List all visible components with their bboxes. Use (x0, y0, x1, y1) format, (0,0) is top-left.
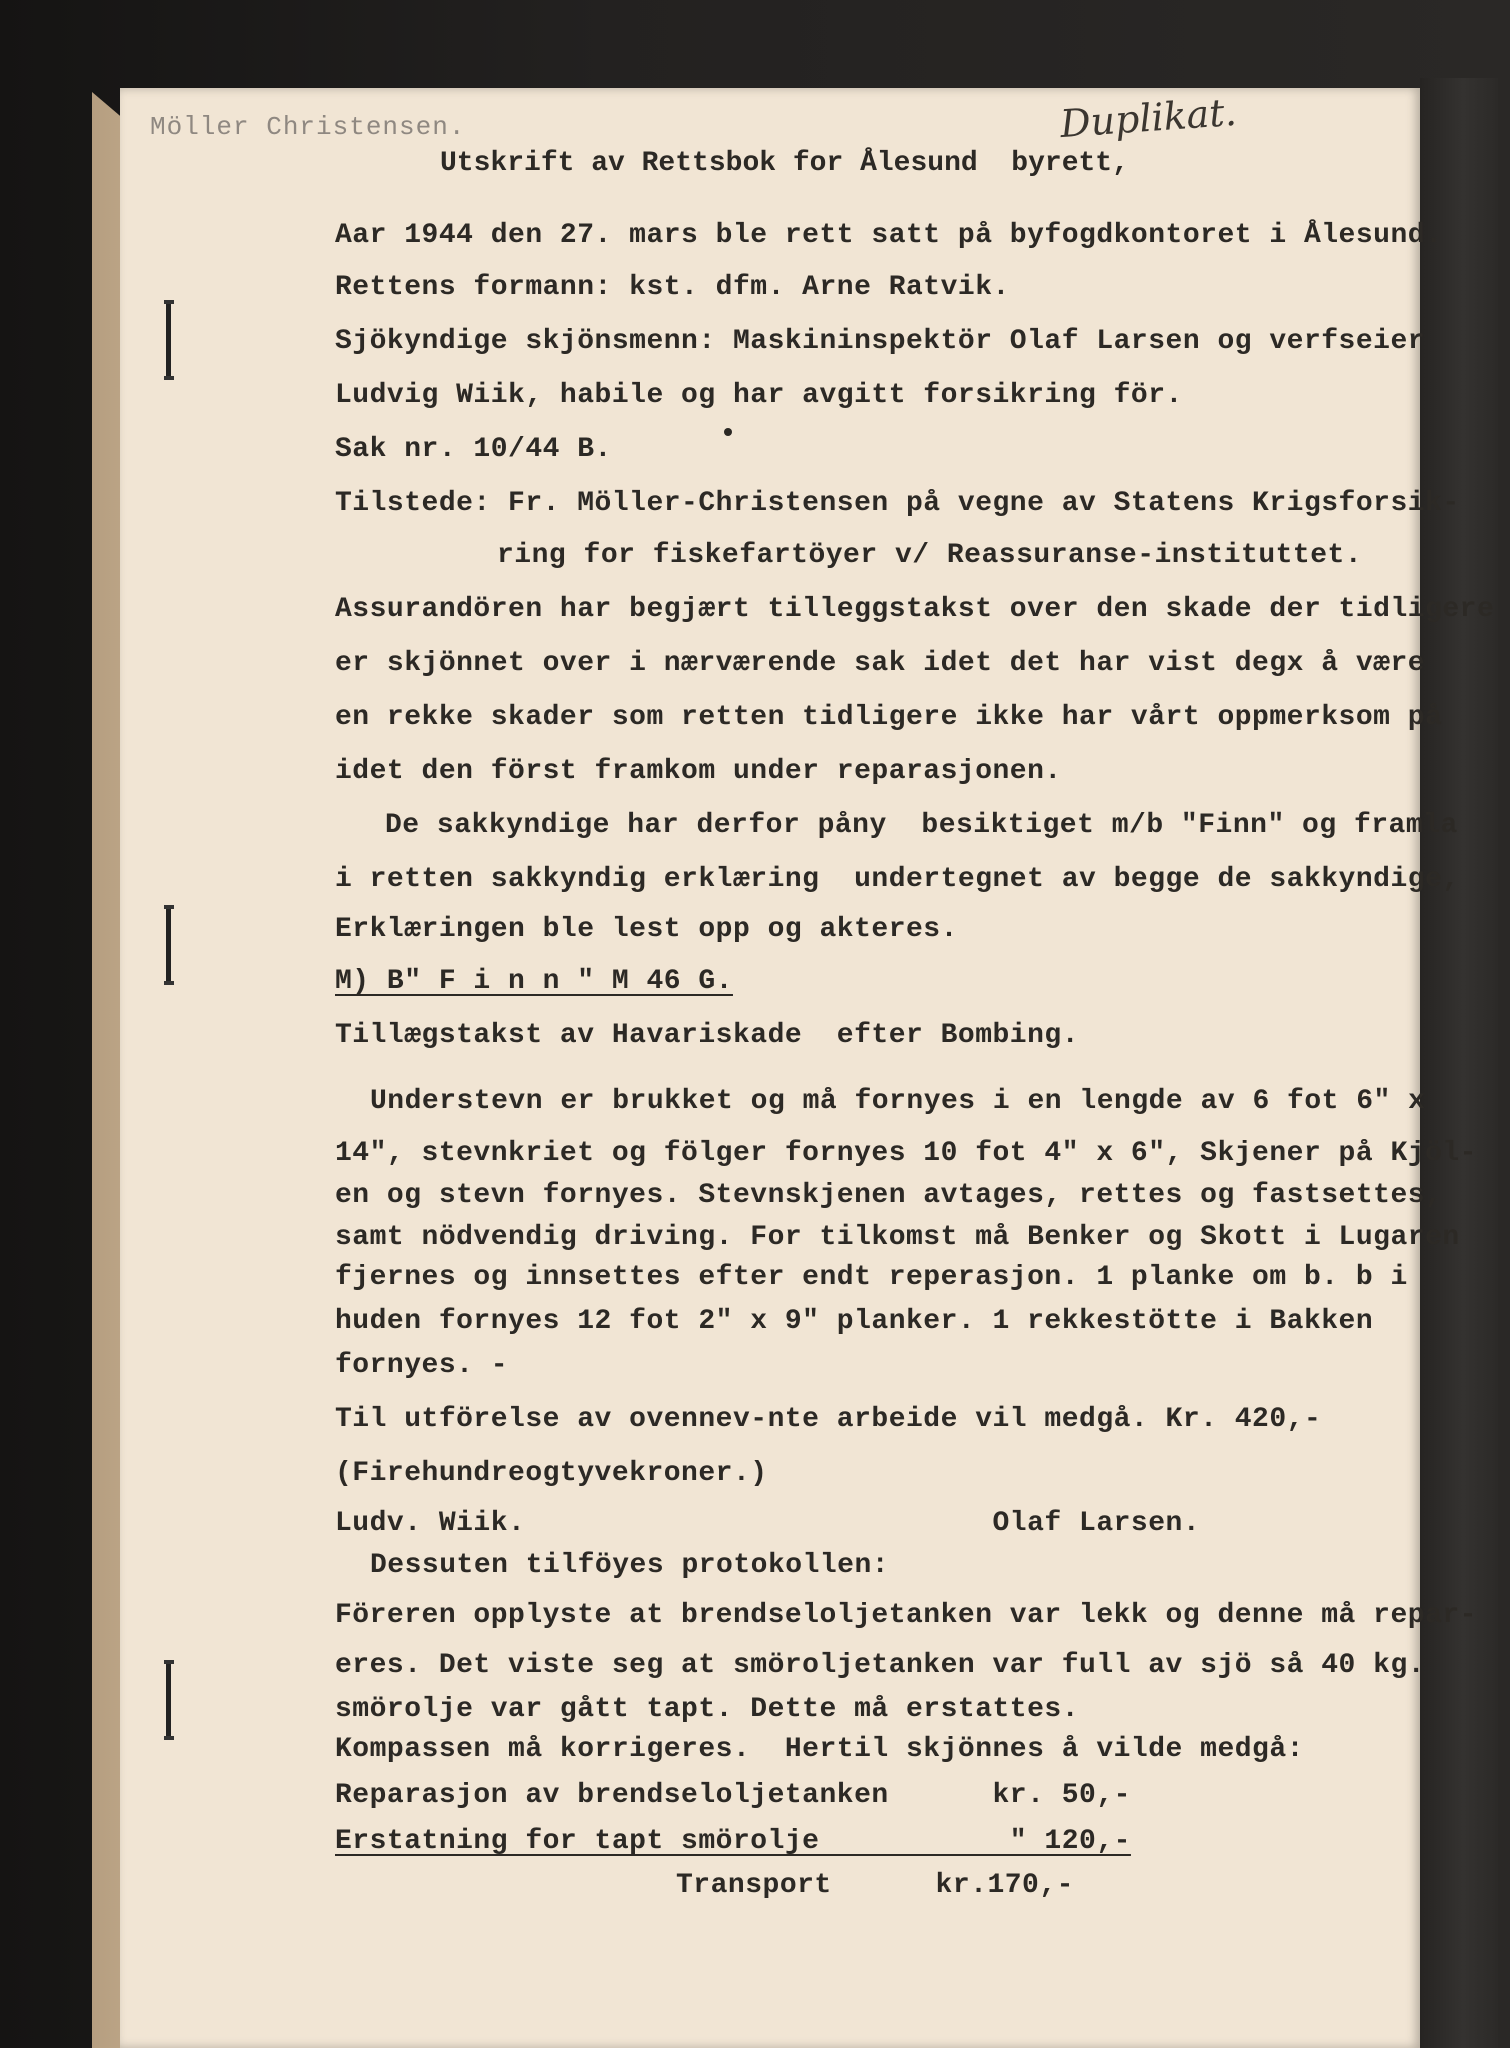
text-line: Sjökyndige skjönsmenn: Maskininspektör Olaf Larsen og verfseier (335, 326, 1426, 357)
text-line: Assurandören har begjært tilleggstakst over den skade der tidligere (335, 594, 1495, 625)
text-line: Rettens formann: kst. dfm. Arne Ratvik. (335, 272, 1010, 303)
text-line: (Firehundreogtyvekroner.) (335, 1458, 768, 1489)
text-line: Erklæringen ble lest opp og akteres. (335, 914, 958, 945)
cost-line: Reparasjon av brendseloljetanken kr. 50,- (335, 1780, 1131, 1811)
text-line: Föreren opplyste at brendseloljetanken var lekk og denne må repar- (335, 1600, 1477, 1631)
text-line: Dessuten tilföyes protokollen: (370, 1550, 890, 1581)
header-name: Möller Christensen. (150, 112, 466, 142)
text-line: idet den först framkom under reparasjonen. (335, 756, 1062, 787)
text-line: Understevn er brukket og må fornyes i en lengde av 6 fot 6" x (370, 1086, 1426, 1117)
text-line: fjernes og innsettes efter endt reperasjon. 1 planke om b. b i (335, 1262, 1408, 1293)
cost-line: Erstatning for tapt smörolje " 120,- (335, 1826, 1131, 1857)
text-line: fornyes. - (335, 1350, 509, 1381)
transport-total: Transport kr.170,- (676, 1870, 1074, 1901)
text-line: eres. Det viste seg at smöroljetanken var full av sjö så 40 kg. (335, 1650, 1426, 1681)
text-line: Ludvig Wiik, habile og har avgitt forsikring för. (335, 380, 1183, 411)
handwritten-note: Duplikat. (1058, 89, 1238, 147)
text-line: De sakkyndige har derfor påny besiktiget m/b "Finn" og framla (385, 810, 1458, 841)
text-line: Tillægstakst av Havariskade efter Bombing. (335, 1020, 1080, 1051)
text-line: Tilstede: Fr. Möller-Christensen på vegne av Statens Krigsforsik- (335, 488, 1460, 519)
text-line: Kompassen må korrigeres. Hertil skjönnes å vilde medgå: (335, 1734, 1304, 1765)
document-title: Utskrift av Rettsbok for Ålesund byrett, (440, 148, 1129, 179)
vessel-heading: M) B" F i n n " M 46 G. (335, 966, 733, 997)
text-line: Til utförelse av ovennev-nte arbeide vil medgå. Kr. 420,- (335, 1404, 1322, 1435)
text-line: er skjönnet over i nærværende sak idet det har vist degx å være (335, 648, 1426, 679)
text-line: Sak nr. 10/44 B. (335, 434, 612, 465)
text-line: samt nödvendig driving. For tilkomst må Benker og Skott i Lugaren (335, 1222, 1460, 1253)
text-line: en rekke skader som retten tidligere ikke har vårt oppmerksom på (335, 702, 1443, 733)
text-line: Aar 1944 den 27. mars ble rett satt på byfogdkontoret i Ålesund. (335, 220, 1443, 251)
text-line: huden fornyes 12 fot 2" x 9" planker. 1 rekkestötte i Bakken (335, 1306, 1374, 1337)
staple (166, 1660, 171, 1740)
staple (166, 905, 171, 985)
binder-edge (1420, 78, 1498, 2048)
text-line: en og stevn fornyes. Stevnskjenen avtages, rettes og fastsettes, (335, 1180, 1443, 1211)
text-line: 14", stevnkriet og fölger fornyes 10 fot 4" x 6", Skjener på Kjöl- (335, 1138, 1477, 1169)
text-line: smörolje var gått tapt. Dette må erstattes. (335, 1694, 1080, 1725)
staple (166, 300, 171, 380)
ink-mark (724, 428, 732, 436)
text-line: ring for fiskefartöyer v/ Reassuranse-instituttet. (497, 540, 1363, 571)
signatures-line: Ludv. Wiik. Olaf Larsen. (335, 1508, 1201, 1539)
text-line: i retten sakkyndig erklæring undertegnet av begge de sakkyndige, (335, 864, 1460, 895)
